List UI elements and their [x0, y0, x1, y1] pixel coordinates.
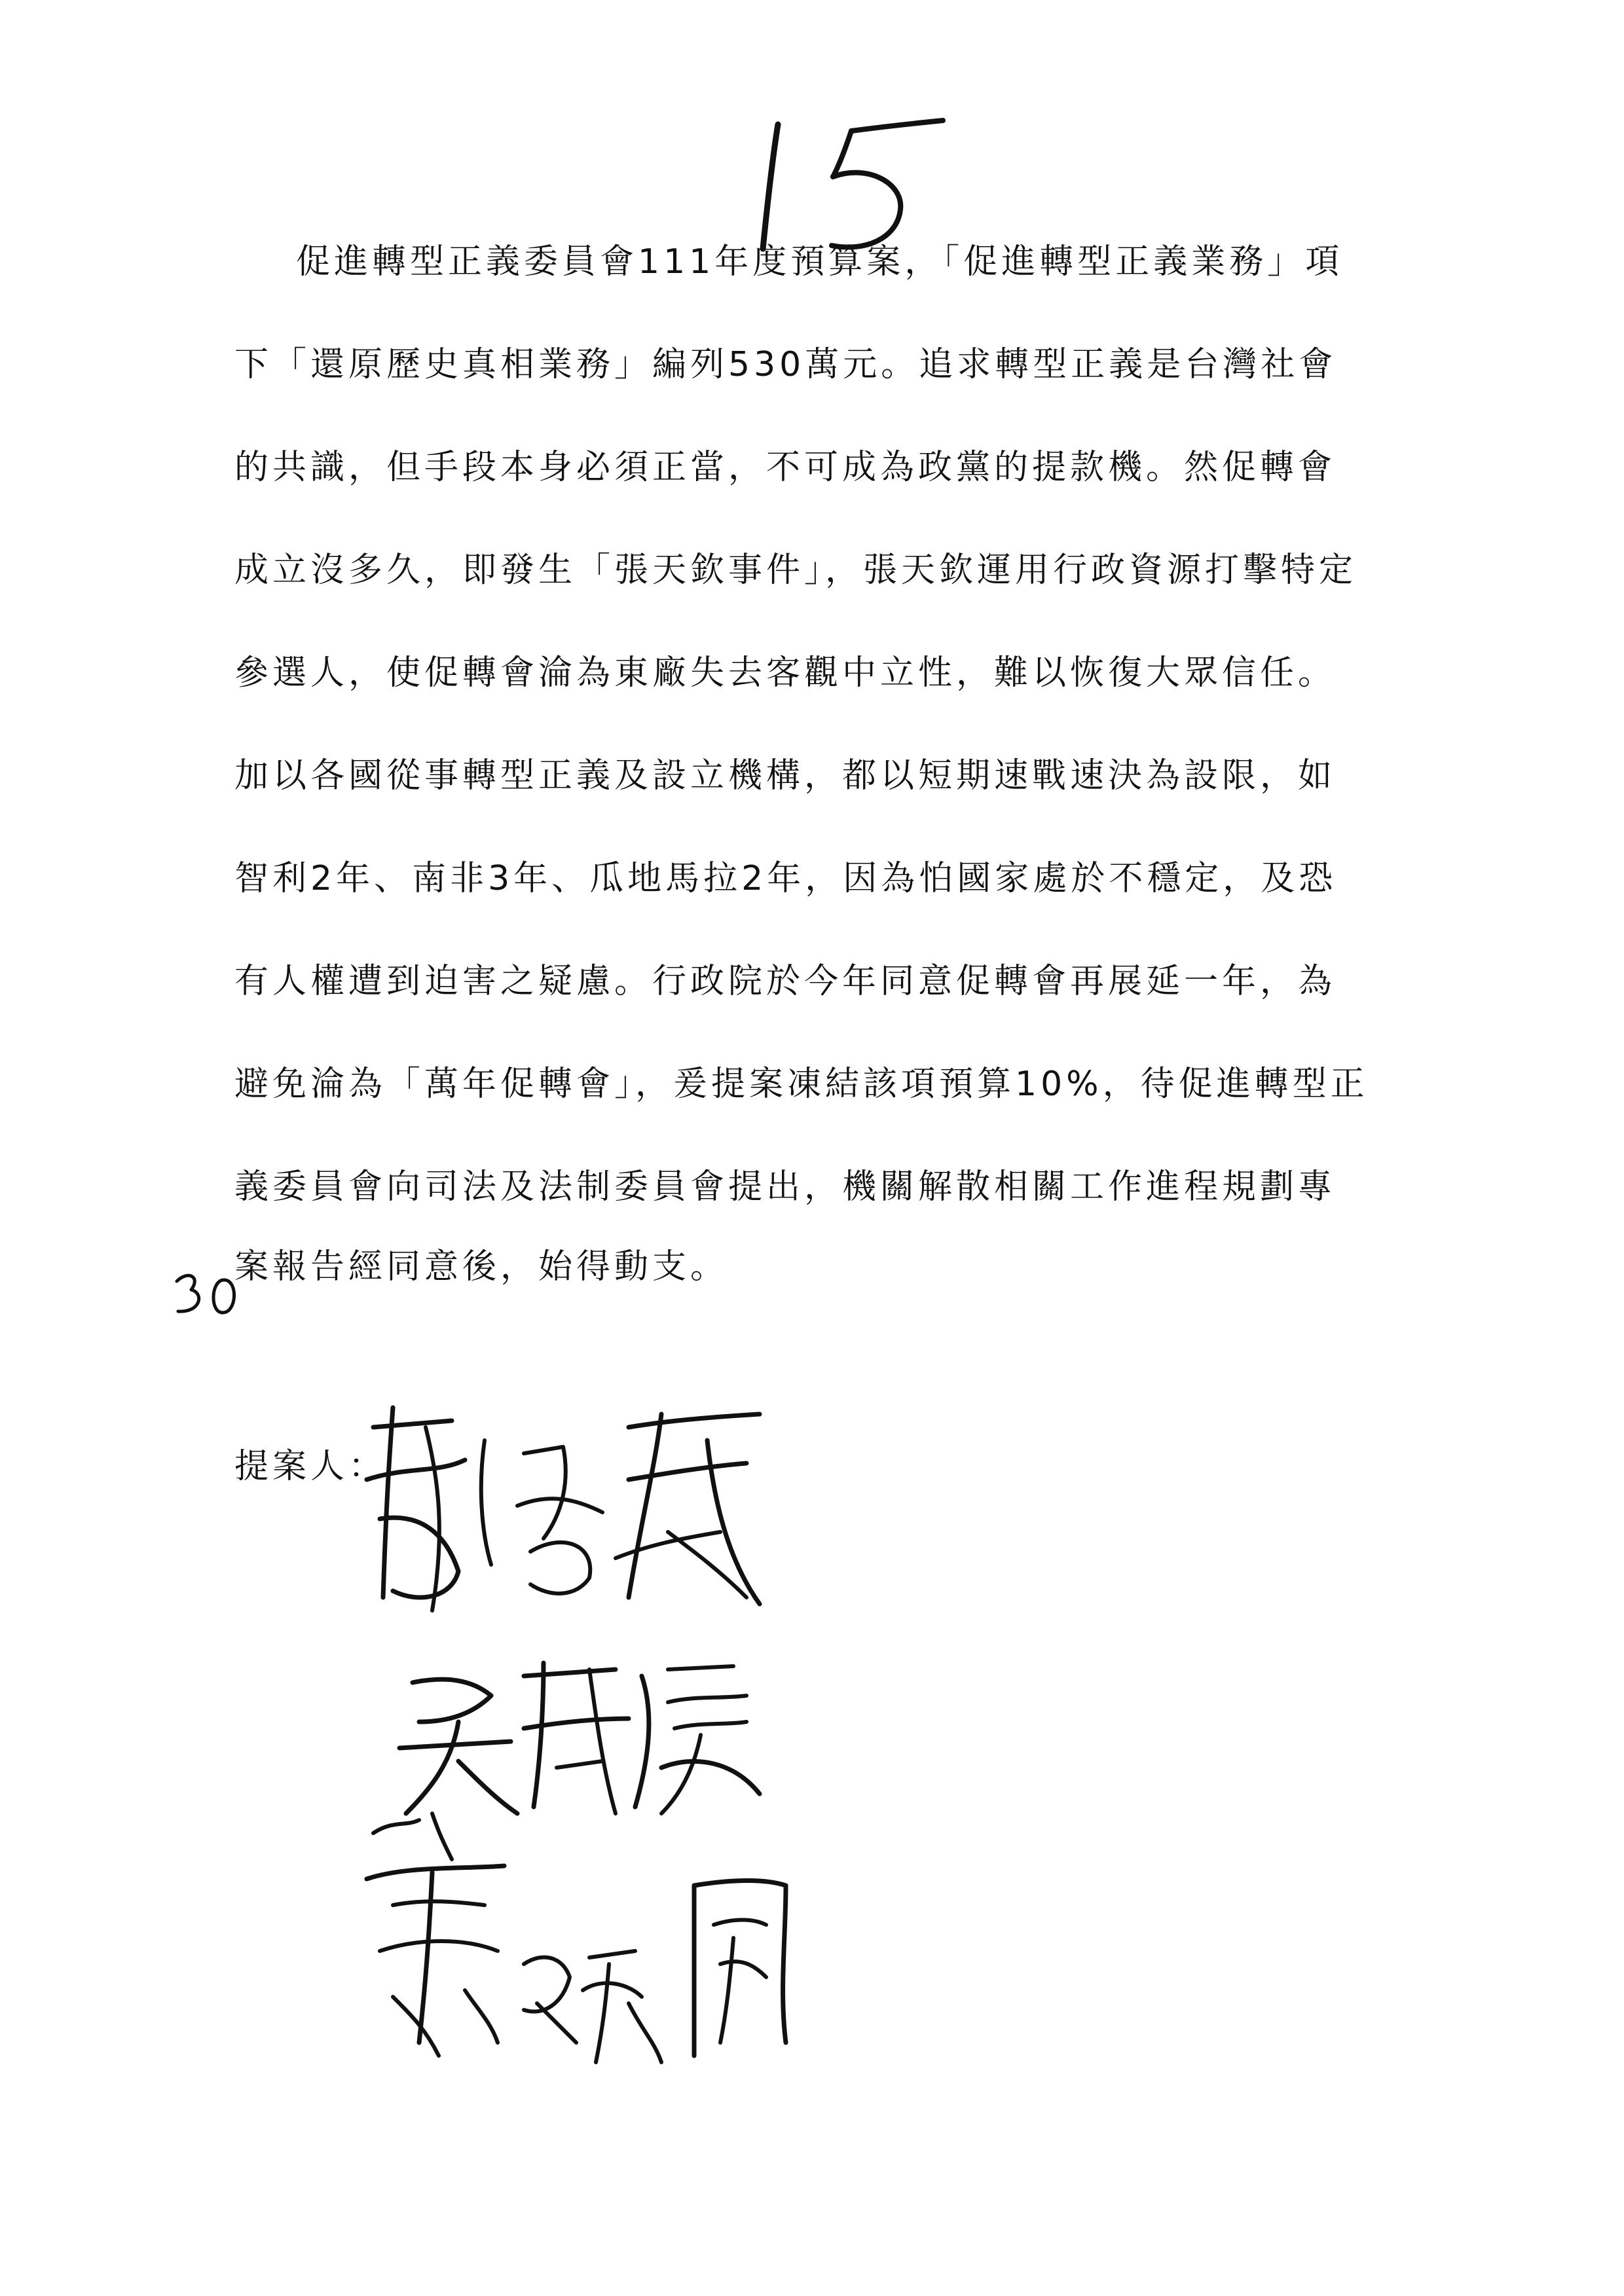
body-line: 智利2年、南非3年、瓜地馬拉2年，因為怕國家處於不穩定，及恐	[234, 859, 1337, 898]
body-line: 促進轉型正義委員會111年度預算案，「促進轉型正義業務」項	[296, 242, 1344, 282]
signature-3	[354, 1807, 799, 2069]
signature-1	[354, 1401, 812, 1624]
body-line: 下「還原歷史真相業務」編列530萬元。追求轉型正義是台灣社會	[234, 345, 1337, 384]
signature-2	[393, 1656, 773, 1820]
body-line: 加以各國從事轉型正義及設立機構，都以短期速戰速決為設限，如	[234, 756, 1337, 795]
body-line: 義委員會向司法及法制委員會提出，機關解散相關工作進程規劃專	[234, 1167, 1337, 1207]
body-line: 參選人，使促轉會淪為東廠失去客觀中立性，難以恢復大眾信任。	[234, 653, 1337, 693]
body-line: 成立沒多久，即發生「張天欽事件」，張天欽運用行政資源打擊特定	[234, 551, 1357, 590]
body-line: 有人權遭到迫害之疑慮。行政院於今年同意促轉會再展延一年，為	[234, 962, 1337, 1001]
proposer-label: 提案人：	[234, 1447, 387, 1486]
body-line: 案報告經同意後，始得動支。	[234, 1247, 729, 1286]
body-line: 的共識，但手段本身必須正當，不可成為政黨的提款機。然促轉會	[234, 448, 1337, 487]
handwritten-margin-mark	[172, 1267, 244, 1319]
body-line: 避免淪為「萬年促轉會」，爰提案凍結該項預算10%，待促進轉型正	[234, 1065, 1369, 1104]
